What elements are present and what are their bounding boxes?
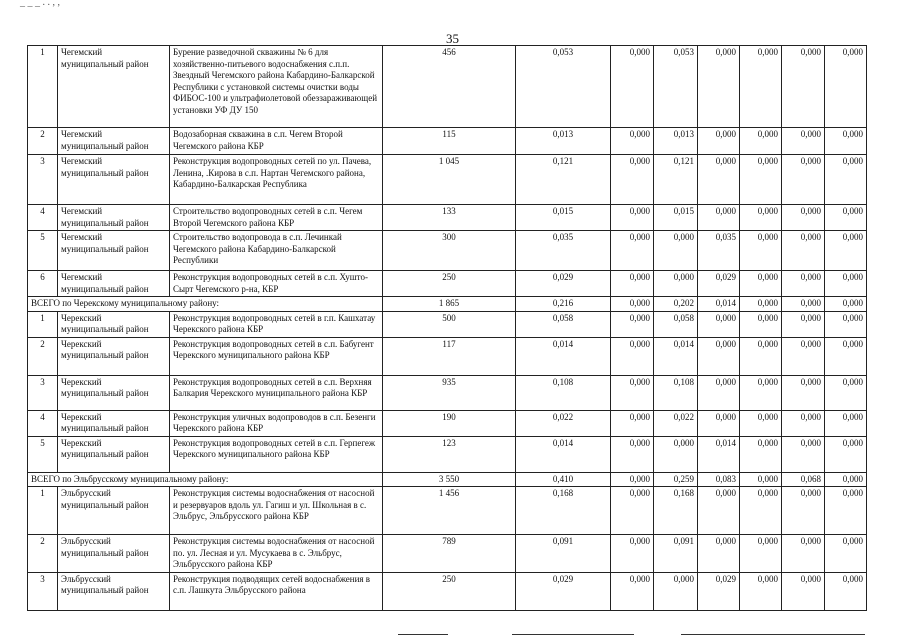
table-row (28, 46, 867, 128)
value-cell-5: 0,000 (698, 155, 740, 205)
value-cell-8: 0,000 (825, 311, 867, 337)
description-cell: Строительство водопровода в с.п. Лечинкай Чегемского района Кабардино-Балкарской Республики (170, 231, 383, 271)
table-row (28, 128, 867, 155)
description-cell: Реконструкция подводящих сетей водоснабжения в с.п. Лашкута Эльбрусского района (170, 572, 383, 610)
table-row (28, 205, 867, 231)
district-cell: Черекский муниципальный район (58, 436, 170, 472)
total-label: ВСЕГО по Эльбрусскому муниципальному району: (28, 472, 383, 487)
district-cell: Эльбрусский муниципальный район (58, 572, 170, 610)
total-row (28, 472, 867, 487)
value-cell-3: 0,000 (611, 572, 654, 610)
value-cell-8: 0,000 (825, 155, 867, 205)
value-cell-2: 0,029 (516, 572, 611, 610)
value-cell-7: 0,000 (782, 311, 825, 337)
row-number: 5 (28, 231, 58, 271)
value-cell-8: 0,000 (825, 487, 867, 535)
row-number: 6 (28, 271, 58, 297)
value-cell-6: 0,000 (740, 46, 782, 128)
value-cell-2: 0,022 (516, 410, 611, 436)
district-cell: Эльбрусский муниципальный район (58, 535, 170, 573)
page-number: 35 (446, 31, 459, 46)
table-row (28, 155, 867, 205)
row-number: 4 (28, 205, 58, 231)
value-cell-1: 3 550 (383, 472, 516, 487)
value-cell-2: 0,029 (516, 271, 611, 297)
value-cell-1: 190 (383, 410, 516, 436)
value-cell-7: 0,000 (782, 436, 825, 472)
value-cell-5: 0,014 (698, 436, 740, 472)
value-cell-3: 0,000 (611, 46, 654, 128)
district-cell: Черекский муниципальный район (58, 311, 170, 337)
value-cell-5: 0,000 (698, 205, 740, 231)
value-cell-5: 0,000 (698, 311, 740, 337)
value-cell-4: 0,000 (654, 271, 698, 297)
value-cell-5: 0,000 (698, 337, 740, 375)
value-cell-7: 0,000 (782, 487, 825, 535)
row-number: 4 (28, 410, 58, 436)
value-cell-2: 0,035 (516, 231, 611, 271)
value-cell-6: 0,000 (740, 436, 782, 472)
value-cell-3: 0,000 (611, 128, 654, 155)
table-row (28, 487, 867, 535)
value-cell-6: 0,000 (740, 205, 782, 231)
row-number: 5 (28, 436, 58, 472)
value-cell-1: 250 (383, 572, 516, 610)
row-number: 2 (28, 128, 58, 155)
value-cell-1: 115 (383, 128, 516, 155)
value-cell-3: 0,000 (611, 436, 654, 472)
value-cell-6: 0,000 (740, 311, 782, 337)
value-cell-1: 1 045 (383, 155, 516, 205)
footer-line (512, 634, 634, 635)
value-cell-3: 0,000 (611, 375, 654, 410)
value-cell-2: 0,410 (516, 472, 611, 487)
description-cell: Реконструкция водопроводных сетей в с.п. Герпегеж Черекского муниципального района КБР (170, 436, 383, 472)
district-cell: Чегемский муниципальный район (58, 155, 170, 205)
description-cell: Водозаборная скважина в с.п. Чегем Второй Чегемского района КБР (170, 128, 383, 155)
district-cell: Чегемский муниципальный район (58, 205, 170, 231)
row-number: 3 (28, 155, 58, 205)
value-cell-6: 0,000 (740, 128, 782, 155)
value-cell-6: 0,000 (740, 535, 782, 573)
value-cell-3: 0,000 (611, 311, 654, 337)
value-cell-2: 0,053 (516, 46, 611, 128)
value-cell-2: 0,091 (516, 535, 611, 573)
value-cell-1: 123 (383, 436, 516, 472)
table-row (28, 271, 867, 297)
value-cell-8: 0,000 (825, 46, 867, 128)
value-cell-6: 0,000 (740, 337, 782, 375)
value-cell-2: 0,108 (516, 375, 611, 410)
table-row (28, 535, 867, 573)
row-number: 1 (28, 487, 58, 535)
value-cell-4: 0,000 (654, 572, 698, 610)
value-cell-5: 0,000 (698, 128, 740, 155)
value-cell-1: 935 (383, 375, 516, 410)
description-cell: Реконструкция системы водоснабжения от насосной и резервуаров вдоль ул. Гагиш и ул. Школьная в с. Эльбрус, Эльбрусского района КБР (170, 487, 383, 535)
value-cell-6: 0,000 (740, 572, 782, 610)
value-cell-3: 0,000 (611, 271, 654, 297)
value-cell-7: 0,000 (782, 572, 825, 610)
description-cell: Реконструкция водопроводных сетей в с.п. Бабугент Черекского муниципального района КБР (170, 337, 383, 375)
value-cell-2: 0,013 (516, 128, 611, 155)
table-row (28, 572, 867, 610)
value-cell-4: 0,015 (654, 205, 698, 231)
value-cell-1: 300 (383, 231, 516, 271)
value-cell-7: 0,000 (782, 271, 825, 297)
value-cell-3: 0,000 (611, 410, 654, 436)
description-cell: Строительство водопроводных сетей в с.п. Чегем Второй Чегемского района КБР (170, 205, 383, 231)
row-number: 2 (28, 337, 58, 375)
value-cell-7: 0,000 (782, 128, 825, 155)
value-cell-4: 0,259 (654, 472, 698, 487)
value-cell-7: 0,068 (782, 472, 825, 487)
table-row (28, 311, 867, 337)
value-cell-3: 0,000 (611, 337, 654, 375)
value-cell-7: 0,000 (782, 297, 825, 312)
value-cell-4: 0,108 (654, 375, 698, 410)
district-cell: Черекский муниципальный район (58, 337, 170, 375)
value-cell-3: 0,000 (611, 205, 654, 231)
value-cell-4: 0,121 (654, 155, 698, 205)
row-number: 3 (28, 572, 58, 610)
value-cell-6: 0,000 (740, 487, 782, 535)
value-cell-4: 0,013 (654, 128, 698, 155)
value-cell-4: 0,022 (654, 410, 698, 436)
value-cell-2: 0,058 (516, 311, 611, 337)
value-cell-7: 0,000 (782, 410, 825, 436)
district-cell: Эльбрусский муниципальный район (58, 487, 170, 535)
value-cell-4: 0,202 (654, 297, 698, 312)
value-cell-6: 0,000 (740, 297, 782, 312)
total-row (28, 297, 867, 312)
value-cell-7: 0,000 (782, 46, 825, 128)
value-cell-7: 0,000 (782, 231, 825, 271)
value-cell-1: 456 (383, 46, 516, 128)
value-cell-1: 250 (383, 271, 516, 297)
value-cell-8: 0,000 (825, 436, 867, 472)
value-cell-5: 0,000 (698, 375, 740, 410)
value-cell-8: 0,000 (825, 572, 867, 610)
value-cell-3: 0,000 (611, 487, 654, 535)
value-cell-6: 0,000 (740, 155, 782, 205)
value-cell-1: 1 865 (383, 297, 516, 312)
value-cell-8: 0,000 (825, 271, 867, 297)
value-cell-1: 500 (383, 311, 516, 337)
value-cell-5: 0,000 (698, 46, 740, 128)
value-cell-4: 0,000 (654, 436, 698, 472)
value-cell-7: 0,000 (782, 205, 825, 231)
top-marks: _ _ _ . . , , (20, 0, 60, 8)
value-cell-6: 0,000 (740, 271, 782, 297)
district-cell: Чегемский муниципальный район (58, 271, 170, 297)
value-cell-8: 0,000 (825, 128, 867, 155)
value-cell-7: 0,000 (782, 535, 825, 573)
footer-line (681, 634, 865, 635)
table-row (28, 375, 867, 410)
district-cell: Черекский муниципальный район (58, 410, 170, 436)
value-cell-6: 0,000 (740, 231, 782, 271)
value-cell-3: 0,000 (611, 231, 654, 271)
value-cell-7: 0,000 (782, 155, 825, 205)
value-cell-4: 0,000 (654, 231, 698, 271)
value-cell-7: 0,000 (782, 375, 825, 410)
description-cell: Реконструкция системы водоснабжения от насосной по. ул. Лесная и ул. Мусукаева в с. Эльбрус, Эльбрусского района КБР (170, 535, 383, 573)
value-cell-2: 0,014 (516, 436, 611, 472)
value-cell-4: 0,053 (654, 46, 698, 128)
value-cell-5: 0,035 (698, 231, 740, 271)
value-cell-5: 0,000 (698, 535, 740, 573)
row-number: 2 (28, 535, 58, 573)
value-cell-8: 0,000 (825, 337, 867, 375)
value-cell-5: 0,000 (698, 487, 740, 535)
description-cell: Реконструкция водопроводных сетей по ул. Пачева, Ленина, .Кирова в с.п. Нартан Чегемского района, Кабардино-Балкарская Республика (170, 155, 383, 205)
value-cell-4: 0,058 (654, 311, 698, 337)
table-row (28, 337, 867, 375)
value-cell-8: 0,000 (825, 472, 867, 487)
district-cell: Чегемский муниципальный район (58, 128, 170, 155)
value-cell-3: 0,000 (611, 155, 654, 205)
value-cell-8: 0,000 (825, 231, 867, 271)
description-cell: Реконструкция водопроводных сетей в с.п. Хушто-Сырт Чегемского р-на, КБР (170, 271, 383, 297)
district-cell: Чегемский муниципальный район (58, 46, 170, 128)
value-cell-5: 0,000 (698, 410, 740, 436)
district-cell: Чегемский муниципальный район (58, 231, 170, 271)
value-cell-6: 0,000 (740, 375, 782, 410)
table-row (28, 436, 867, 472)
value-cell-2: 0,014 (516, 337, 611, 375)
value-cell-5: 0,083 (698, 472, 740, 487)
value-cell-8: 0,000 (825, 375, 867, 410)
value-cell-5: 0,014 (698, 297, 740, 312)
row-number: 3 (28, 375, 58, 410)
table-row (28, 410, 867, 436)
data-table (27, 45, 867, 611)
row-number: 1 (28, 311, 58, 337)
value-cell-3: 0,000 (611, 297, 654, 312)
value-cell-8: 0,000 (825, 297, 867, 312)
total-label: ВСЕГО по Черекскому муниципальному району: (28, 297, 383, 312)
value-cell-8: 0,000 (825, 535, 867, 573)
value-cell-4: 0,014 (654, 337, 698, 375)
row-number: 1 (28, 46, 58, 128)
value-cell-1: 117 (383, 337, 516, 375)
value-cell-1: 133 (383, 205, 516, 231)
value-cell-3: 0,000 (611, 472, 654, 487)
footer-line (398, 634, 448, 635)
value-cell-2: 0,015 (516, 205, 611, 231)
value-cell-5: 0,029 (698, 271, 740, 297)
value-cell-4: 0,091 (654, 535, 698, 573)
value-cell-5: 0,029 (698, 572, 740, 610)
value-cell-6: 0,000 (740, 410, 782, 436)
value-cell-2: 0,121 (516, 155, 611, 205)
value-cell-1: 1 456 (383, 487, 516, 535)
value-cell-8: 0,000 (825, 205, 867, 231)
value-cell-2: 0,168 (516, 487, 611, 535)
description-cell: Реконструкция водопроводных сетей в с.п. Верхняя Балкария Черекского муниципального района КБР (170, 375, 383, 410)
description-cell: Бурение разведочной скважины № 6 для хозяйственно-питьевого водоснабжения с.п.п. Звездный Чегемского района Кабардино-Балкарской Республики с установкой системы очистки воды ФИБОС-100 и ультрафиолетовой обеззараживающей установки УФ ДУ 150 (170, 46, 383, 128)
value-cell-2: 0,216 (516, 297, 611, 312)
value-cell-6: 0,000 (740, 472, 782, 487)
description-cell: Реконструкция уличных водопроводов в с.п. Безенги Черекского района КБР (170, 410, 383, 436)
value-cell-8: 0,000 (825, 410, 867, 436)
district-cell: Черекский муниципальный район (58, 375, 170, 410)
description-cell: Реконструкция водопроводных сетей в г.п. Кашхатау Черекского района КБР (170, 311, 383, 337)
value-cell-3: 0,000 (611, 535, 654, 573)
value-cell-4: 0,168 (654, 487, 698, 535)
value-cell-1: 789 (383, 535, 516, 573)
table-row (28, 231, 867, 271)
value-cell-7: 0,000 (782, 337, 825, 375)
